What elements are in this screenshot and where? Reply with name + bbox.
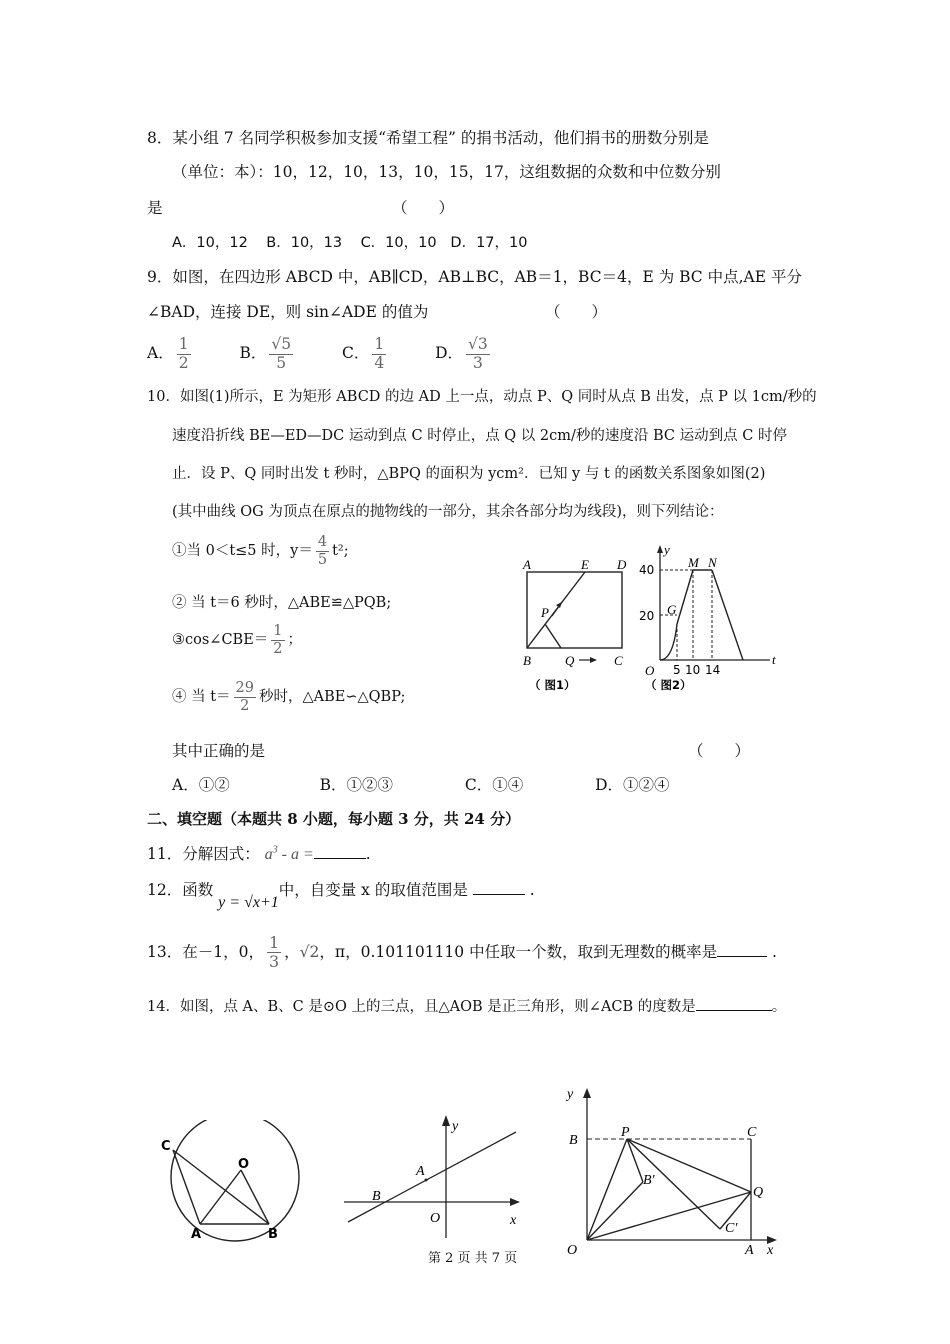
q12: 12．函数 y = √x+1中，自变量 x 的取值范围是 . bbox=[147, 881, 535, 911]
q9-option-b: B． $\frac{√5}{5}$ bbox=[239, 335, 292, 372]
fig-rect-axis-y: y bbox=[567, 1087, 574, 1102]
fig-line-label-a: A bbox=[416, 1164, 425, 1179]
q13-sqrt2: √2 bbox=[299, 942, 320, 961]
fig1-label-c: C bbox=[614, 653, 623, 668]
q10-line4: (其中曲线 OG 为顶点在原点的抛物线的一部分，其余各部分均为线段)，则下列结论： bbox=[172, 504, 724, 520]
q11: 11．分解因式： $a^3$ - a = . bbox=[147, 844, 371, 863]
fig-rect-label-c: C bbox=[747, 1125, 757, 1140]
fig-rect-label-cprime: C′ bbox=[725, 1221, 738, 1236]
q10-figure-1 bbox=[515, 552, 635, 697]
q10-statement-1: ①当 0＜t≤5 时，y＝ $\frac{4}{5}$ t²; bbox=[172, 534, 349, 568]
fig-rect-label-o: O bbox=[567, 1243, 578, 1258]
fig-line-label-o: O bbox=[430, 1211, 441, 1226]
fig-line-label-b: B bbox=[372, 1189, 381, 1204]
fig1-label-b: B bbox=[523, 653, 531, 668]
fig-rect bbox=[555, 1082, 785, 1262]
q8-line3: 是 bbox=[147, 199, 163, 217]
q10-figure-2 bbox=[635, 540, 785, 697]
q10-statement-3: ③cos∠CBE＝ $\frac{1}{2}$ ； bbox=[172, 623, 303, 657]
fig-circle-label-a: A bbox=[191, 1227, 202, 1242]
q10-statement-2: ② 当 t＝6 秒时，△ABE≌△PQB; bbox=[172, 595, 392, 611]
fig2-axis-t: t bbox=[772, 652, 776, 667]
q11-answer-blank[interactable] bbox=[314, 844, 366, 859]
fig1-label-e: E bbox=[581, 557, 589, 572]
q10-options bbox=[172, 773, 670, 795]
fig2-tick-20: 20 bbox=[639, 609, 655, 623]
q9-options bbox=[147, 336, 493, 373]
fig1-label-d: D bbox=[617, 557, 627, 572]
fig2-tick-14: 14 bbox=[705, 663, 721, 677]
fig1-label-a: A bbox=[523, 557, 531, 572]
fig-rect-axis-x: x bbox=[767, 1243, 774, 1258]
fig-rect-label-q: Q bbox=[753, 1185, 764, 1200]
q10-option-c: C．①④ bbox=[464, 776, 524, 794]
q10-option-b: B．①②③ bbox=[319, 776, 393, 794]
q8-option-a: A．10，12 bbox=[172, 235, 248, 251]
fig2-caption: （ 图2） bbox=[645, 678, 692, 692]
fig-line-axis-y: y bbox=[452, 1119, 459, 1134]
fig1-caption: （ 图1） bbox=[529, 678, 576, 692]
fig1-label-q: Q bbox=[565, 653, 575, 668]
q10-option-a: A．①② bbox=[172, 776, 230, 794]
q12-function: y = √x+1 bbox=[218, 894, 279, 911]
fig2-label-o: O bbox=[645, 663, 655, 678]
q12-answer-blank[interactable] bbox=[473, 880, 525, 895]
fig-rect-label-p: P bbox=[621, 1125, 630, 1140]
fig-circle-label-c: C bbox=[161, 1139, 171, 1154]
q8-option-d: D．17，10 bbox=[450, 235, 528, 251]
fig-line bbox=[340, 1110, 525, 1245]
fig-circle bbox=[155, 1120, 310, 1245]
fig1-label-p: P bbox=[541, 605, 549, 620]
q9-option-c: C． $\frac{1}{4}$ bbox=[341, 335, 385, 372]
q8-line2: （单位：本）：10，12，10，13，10，15，17，这组数据的众数和中位数分别 bbox=[172, 163, 721, 181]
q9-option-a: A． $\frac{1}{2}$ bbox=[147, 335, 189, 372]
q8-answer-paren: （ ） bbox=[392, 199, 455, 217]
section-2-title: 二、填空题（本题共 8 小题，每小题 3 分，共 24 分） bbox=[147, 810, 521, 828]
fig-rect-label-a: A bbox=[745, 1243, 754, 1258]
fig-line-axis-x: x bbox=[510, 1213, 517, 1228]
fig2-label-g: G bbox=[667, 602, 677, 617]
q10-line2: 速度沿折线 BE—ED—DC 运动到点 C 时停止，点 Q 以 2cm/秒的速度沿 BC 运动到点 C 时停 bbox=[172, 428, 787, 444]
q13-answer-blank[interactable] bbox=[717, 942, 767, 957]
q10-line3: 止．设 P、Q 同时出发 t 秒时，△BPQ 的面积为 ycm²．已知 y 与 t 的函数关系图象如图(2) bbox=[172, 466, 766, 482]
q10-statement-4: ④ 当 t＝ $\frac{29}{2}$ 秒时，△ABE∽△QBP; bbox=[172, 680, 406, 714]
q9-line2: ∠BAD，连接 DE，则 sin∠ADE 的值为 bbox=[147, 303, 429, 321]
fig2-tick-5: 5 bbox=[673, 663, 681, 677]
q9-line1: 9．如图，在四边形 ABCD 中，AB∥CD，AB⊥BC，AB＝1，BC＝4，E 为 BC 中点,AE 平分 bbox=[147, 268, 802, 286]
fig-circle-label-o: O bbox=[238, 1157, 250, 1172]
q9-option-d: D． $\frac{√3}{3}$ bbox=[435, 335, 488, 372]
fig-circle-label-b: B bbox=[268, 1227, 278, 1242]
q8-line1: 8．某小组 7 名同学积极参加支援“希望工程” 的捐书活动，他们捐书的册数分别是 bbox=[147, 129, 709, 147]
q10-correct-prompt: 其中正确的是 bbox=[172, 742, 266, 760]
page-footer: 第 2 页 共 7 页 bbox=[428, 1251, 518, 1266]
q14: 14．如图，点 A、B、C 是⊙O 上的三点，且△AOB 是正三角形，则∠ACB 的度数是 。 bbox=[147, 995, 786, 1016]
q10-line1: 10．如图(1)所示，E 为矩形 ABCD 的边 AD 上一点，动点 P、Q 同时从点 B 出发，点 P 以 1cm/秒的 bbox=[147, 389, 817, 405]
q10-answer-paren: （ ） bbox=[688, 742, 751, 760]
q9-answer-paren: （ ） bbox=[545, 303, 608, 321]
q8-option-c: C．10，10 bbox=[360, 235, 437, 251]
q10-option-d: D．①②④ bbox=[595, 776, 670, 794]
fig2-tick-10: 10 bbox=[685, 663, 701, 677]
q13: 13．在－1，0， $\frac{1}{3}$ ，√2，π，0.101101110 中任取一个数，取到无理数的概率是 . bbox=[147, 933, 777, 972]
q8-options bbox=[172, 231, 528, 252]
q14-answer-blank[interactable] bbox=[696, 996, 772, 1011]
fig-rect-label-b: B bbox=[569, 1133, 578, 1148]
q8-option-b: B．10，13 bbox=[266, 235, 343, 251]
fig2-label-n: N bbox=[708, 555, 717, 570]
fig-rect-label-bprime: B′ bbox=[643, 1173, 655, 1188]
fig2-label-m: M bbox=[688, 555, 699, 570]
fig2-axis-y: y bbox=[664, 542, 670, 557]
fig2-tick-40: 40 bbox=[639, 563, 655, 577]
